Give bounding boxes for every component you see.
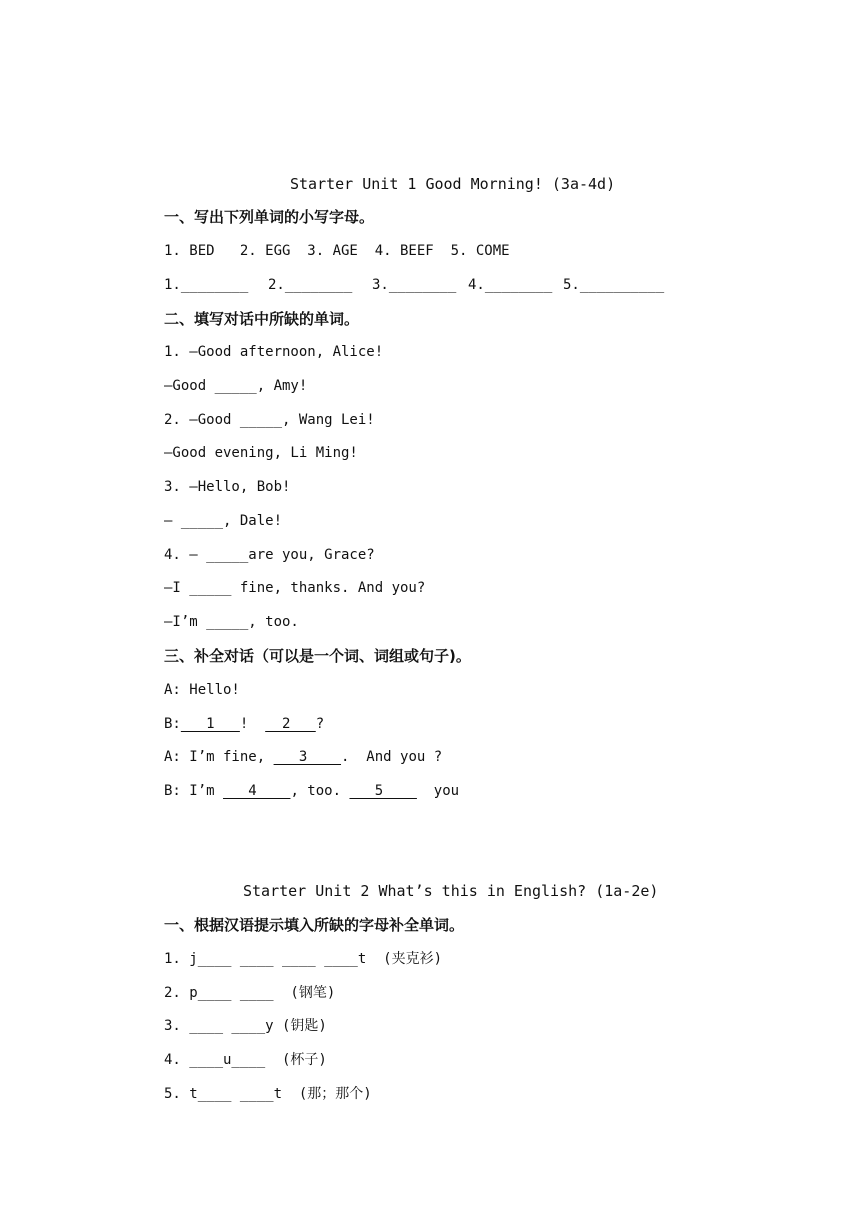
b2-end: you xyxy=(416,783,460,799)
unit1-title: Starter Unit 1 Good Morning! (3a-4d) xyxy=(290,175,616,193)
unit1-section1-words: 1. BED 2. EGG 3. AGE 4. BEEF 5. COME xyxy=(164,243,510,259)
blank-5: 5 xyxy=(349,783,417,799)
word-clue-line: 5. t____ ____t (那；那个) xyxy=(164,1086,372,1102)
dialogue-line: —Good evening, Li Ming! xyxy=(164,445,358,461)
blank-2: 2 xyxy=(265,716,316,732)
word-clue-line: 1. j____ ____ ____ ____t (夹克衫) xyxy=(164,951,443,967)
unit2-title: Starter Unit 2 What’s this in English? (1a-2e) xyxy=(243,882,659,900)
conversation-line-a2 xyxy=(164,747,442,767)
blank-4: 4 xyxy=(223,783,291,799)
dialogue-line: —Good _____, Amy! xyxy=(164,378,308,394)
conversation-line-b1 xyxy=(164,714,324,734)
b1-mid: ! xyxy=(239,716,266,732)
unit2-section1-heading: 一、根据汉语提示填入所缺的字母补全单词。 xyxy=(164,916,465,934)
unit1-answer-4: 4.________ xyxy=(468,277,553,293)
dialogue-line: 4. — _____are you, Grace? xyxy=(164,547,375,563)
b1-prefix: B: xyxy=(164,716,181,732)
unit1-section3-heading: 三、补全对话（可以是一个词、词组或句子)。 xyxy=(164,647,471,665)
a2-prefix: A: I’m fine, xyxy=(164,749,274,765)
unit1-section2-heading: 二、填写对话中所缺的单词。 xyxy=(164,310,360,328)
word-clue-line: 2. p____ ____ (钢笔) xyxy=(164,985,336,1001)
b1-end: ? xyxy=(315,716,325,732)
word-clue-line: 3. ____ ____y (钥匙) xyxy=(164,1018,327,1034)
unit1-answer-3: 3.________ xyxy=(372,277,457,293)
a2-end: . And you ? xyxy=(341,749,443,765)
dialogue-line: 2. —Good _____, Wang Lei! xyxy=(164,412,375,428)
unit1-section1-heading: 一、写出下列单词的小写字母。 xyxy=(164,208,375,226)
word-clue-line: 4. ____u____ (杯子) xyxy=(164,1052,327,1068)
dialogue-line: 3. —Hello, Bob! xyxy=(164,479,291,495)
conversation-line-b2 xyxy=(164,781,459,801)
unit1-answer-1: 1.________ xyxy=(164,277,249,293)
dialogue-line: —I _____ fine, thanks. And you? xyxy=(164,580,426,596)
dialogue-line: —I’m _____, too. xyxy=(164,614,299,630)
conversation-line-a1: A: Hello! xyxy=(164,682,240,698)
b2-prefix: B: I’m xyxy=(164,783,224,799)
unit1-answer-2: 2.________ xyxy=(268,277,353,293)
unit1-answer-5: 5.__________ xyxy=(563,277,665,293)
blank-1: 1 xyxy=(180,716,240,732)
dialogue-line: — _____, Dale! xyxy=(164,513,283,529)
b2-mid: , too. xyxy=(290,783,350,799)
blank-3: 3 xyxy=(273,749,342,765)
dialogue-line: 1. —Good afternoon, Alice! xyxy=(164,344,384,360)
